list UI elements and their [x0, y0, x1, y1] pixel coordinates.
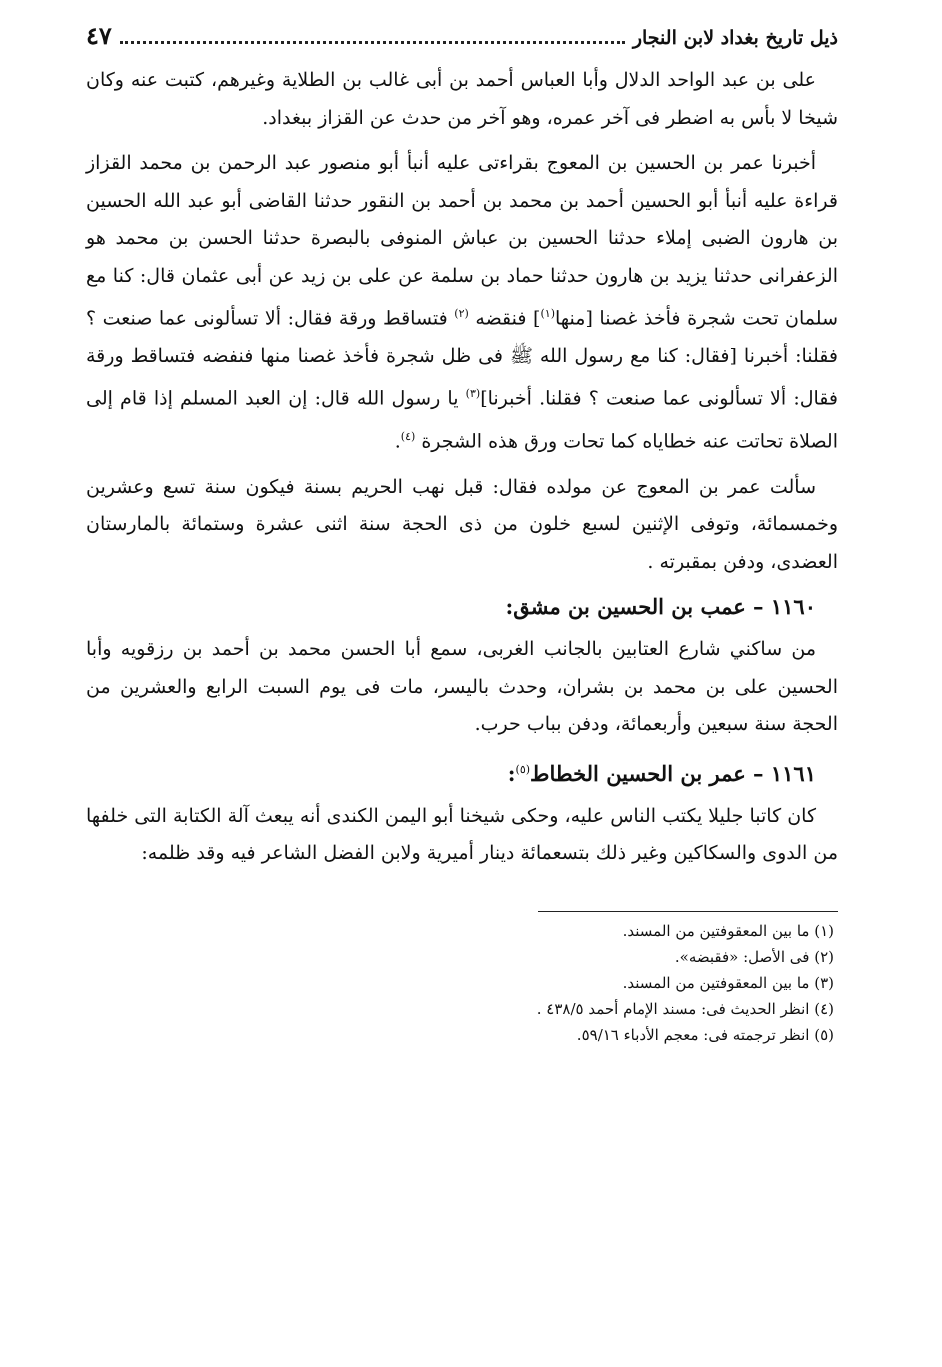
footnote-3: (٣) ما بين المعقوفتين من المسند. [622, 973, 834, 992]
paragraph-4: من ساكني شارع العتابين بالجانب الغربى، سمع أبا الحسن محمد بن أحمد بن رزقويه وأبا الحسين على بن محمد بن بشران، وحدث باليسر، مات فى يوم السبت الرابع والعشرين من الحجة سنة سبعين وأربعمائة، ودفن بباب حرب. [86, 638, 838, 736]
footnote-1: (١) ما بين المعقوفتين من المسند. [622, 921, 834, 940]
footnote-ref-1: (١) [540, 307, 555, 320]
entry-heading-1160: ١١٦٠ – عمب بن الحسين بن مشق: [505, 594, 816, 620]
footnote-4: (٤) انظر الحديث فى: مسند الإمام أحمد ٤٣٨/٥ . [536, 999, 834, 1018]
entry-heading-1161-colon: : [507, 760, 516, 786]
running-head [86, 10, 838, 62]
footnote-2: (٢) فى الأصل: «فقبضه». [674, 947, 834, 966]
hadith-text-4: يا رسول الله قال: إن العبد المسلم إذا قام إلى الصلاة تحاتت عنه خطاياه كما تحات ورق هذه الشجرة [86, 387, 838, 453]
hadith-text-3: فتساقط ورقة فقال: ألا تسألونى عما صنعت ؟ فقلنا: أخبرنا [فقال: كنا مع رسول الله ﷺ فى ظل شجرة فأخذ غصنا منها فنفضه فتساقط ورقة فقال: ألا تسألونى عما صنعت ؟ فقلنا. أخبرنا] [86, 307, 839, 410]
footnote-separator [538, 911, 838, 912]
hadith-text-1: أخبرنا عمر بن الحسين بن المعوج بقراءتى عليه أنبأ أبو منصور عبد الرحمن بن محمد القزاز قراءة عليه أنبأ أبو الحسين أحمد بن محمد بن أحمد بن النقور حدثنا القاضى أبو عبد الله الحسين بن هارون الضبى إملاء حدثنا الحسين بن عباش المنوفى بالبصرة حدثنا الحسن بن محمد هو الزعفرانى حدثنا يزيد بن هارون حدثنا حماد بن سلمة عن على بن زيد عن أبى عثمان قال: كنا مع سلمان تحت شجرة فأخذ غصنا [منها [86, 152, 838, 330]
hadith-text-2: ] فنقضه [475, 307, 541, 330]
paragraph-3: سألت عمر بن المعوج عن مولده فقال: قبل نهب الحريم بسنة فيكون سنة تسع وعشرين وخمسمائة، وتوفى الإثنين لسبع خلون من ذى الحجة سنة اثنى عشرة وستمائة بالمارستان العضدى، ودفن بمقبرته . [86, 475, 838, 573]
footnotes [86, 918, 838, 1048]
running-title: ذيل تاريخ بغداد لابن النجار [632, 27, 838, 49]
paragraph-1: على بن عبد الواحد الدلال وأبا العباس أحمد بن أبى غالب بن الطلاية وغيرهم، كتبت عنه وكان شيخا لا بأس به اضطر فى آخر عمره، وهو آخر من حدث عن القزاز ببغداد. [86, 69, 838, 129]
entry-heading-1161 [86, 750, 838, 794]
footnote-ref-2: (٢) [454, 307, 469, 320]
footnote-ref-5: (٥) [515, 762, 531, 776]
footnote-5: (٥) انظر ترجمته فى: معجم الأدباء ٥٩/١٦. [576, 1025, 834, 1044]
leader-dots [120, 41, 625, 44]
footnote-ref-3: (٣) [465, 387, 481, 401]
paragraph-2-hadith [86, 145, 838, 461]
page-number: ٤٧ [86, 21, 112, 50]
entry-heading-1161-text: ١١٦١ – عمر بن الحسين الخطاط [530, 760, 816, 786]
page [86, 10, 838, 1048]
footnote-ref-4: (٤) [400, 430, 416, 444]
paragraph-5: كان كاتبا جليلا يكتب الناس عليه، وحكى شيخنا أبو اليمن الكندى أنه يبعث آلة الكتابة التى خلفها من الدوى والسكاكين وغير ذلك بتسعمائة دينار أميرية ولابن الفضل الشاعر فيه وقد ظلمه: [86, 804, 838, 865]
hadith-end: . [394, 430, 401, 453]
